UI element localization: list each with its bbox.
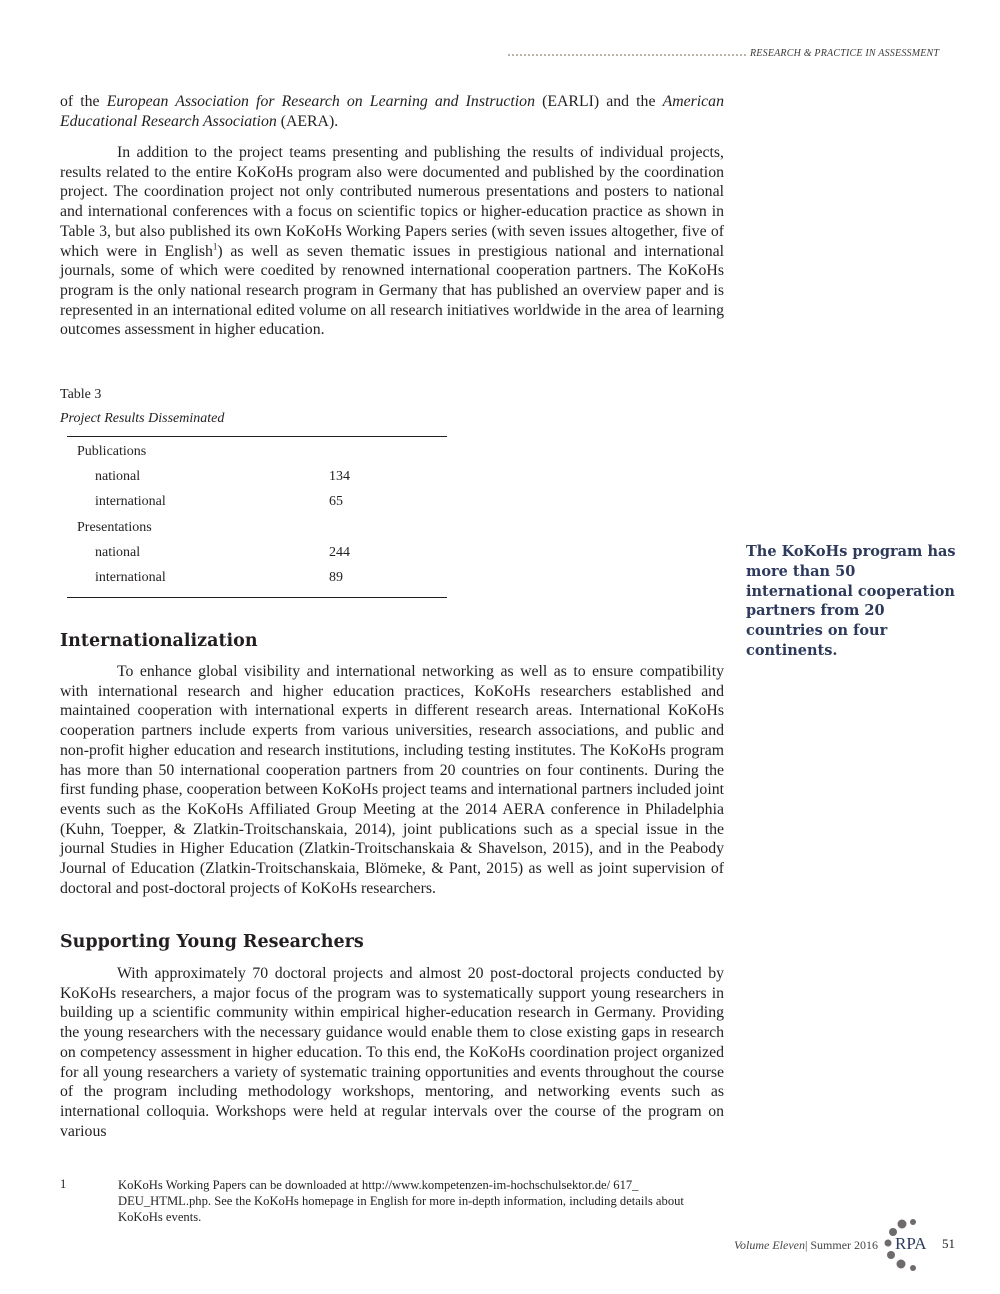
paragraph-aera	[60, 92, 724, 131]
text-run: In addition to the project teams presenting and publishing the results of individual projects, results related to the entire KoKoHs program also were documented and published by the coordination project. The coordination project not only contributed numerous presentations and posters to national and international conferences with a focus on scientific topics or higher-education practice as shown in Table 3, but also published its own KoKoHs Working Papers series (with seven issues altogether, five of which were in English	[60, 144, 724, 260]
row-value: 89	[329, 570, 343, 586]
volume-label: Volume Eleven	[734, 1238, 805, 1252]
footnote-ref: 1	[212, 241, 218, 252]
footnote-number: 1	[60, 1177, 67, 1191]
season-label: | Summer 2016	[804, 1238, 879, 1252]
row-label: national	[95, 468, 141, 484]
results-table	[67, 436, 447, 598]
footer-volume	[734, 1238, 878, 1253]
page-number: 51	[942, 1236, 955, 1251]
pull-quote: The KoKoHs program has more than 50 international cooperation partners from 20 countries on four continents.	[746, 543, 956, 659]
row-value: 134	[329, 468, 350, 484]
row-label: international	[95, 494, 166, 510]
paragraph-dissemination	[60, 143, 724, 340]
row-label: national	[95, 544, 141, 560]
row-value: 65	[329, 494, 343, 510]
row-label: international	[95, 570, 166, 586]
logo-text: RPA	[895, 1234, 927, 1253]
rpa-logo-icon	[880, 1218, 936, 1274]
table-caption: Project Results Disseminated	[60, 411, 225, 426]
group-publications: Publications	[77, 443, 147, 459]
text-run: (EARLI) and the	[534, 93, 663, 110]
table-row	[67, 490, 447, 515]
heading-internationalization: Internationalization	[60, 631, 258, 651]
table-group-row	[67, 437, 447, 465]
paragraph-internationalization: To enhance global visibility and international networking as well as to ensure compatibility with international research and higher education practices, KoKoHs researchers established and maintained cooperation with international experts in different research areas. International KoKoHs cooperation partners include experts from various universities, research associations, and public and non-profit higher education and research institutions, including testing institutes. The KoKoHs program has more than 50 international cooperation partners from 20 countries on four continents. During the first funding phase, cooperation between KoKoHs project teams and international partners included joint events such as the KoKoHs Affiliated Group Meeting at the 2014 AERA conference in Philadelphia (Kuhn, Toepper, & Zlatkin-Troitschanskaia, 2014), joint publications such as a special issue in the journal Studies in Higher Education (Zlatkin-Troitschanskaia & Shavelson, 2015), and in the Peabody Journal of Education (Zlatkin-Troitschanskaia, Blömeke, & Pant, 2015) as well as joint supervision of doctoral and post-doctoral projects of KoKoHs researchers.	[60, 663, 724, 897]
table-row	[67, 565, 447, 597]
paragraph-young-researchers: With approximately 70 doctoral projects and almost 20 post-doctoral projects conducted by KoKoHs researchers, a major focus of the program was to systematically support young researchers in building up a scientific community within empirical higher-education research in Germany. Providing the young researchers with the necessary guidance would enable them to close existing gaps in research on competency assessment in higher education. To this end, the KoKoHs coordination project organized for all young researchers a variety of systematic training opportunities and events throughout the course of the program including methodology workshops, mentoring, and networking events such as international colloquia. Workshops were held at regular intervals over the course of the program on various	[60, 965, 724, 1140]
header-dotted-rule	[508, 54, 746, 56]
table-row	[67, 464, 447, 489]
text-run: ) as well as seven thematic issues in prestigious national and international journals, some of which were coedited by renowned international cooperation partners. The KoKoHs program is the only national research program in Germany that has published an overview paper and is represented in an international edited volume on all research initiatives worldwide in the area of learning outcomes assessment in higher education.	[60, 242, 725, 339]
table-row	[67, 540, 447, 565]
table-group-row	[67, 515, 447, 540]
row-value: 244	[329, 544, 350, 560]
group-presentations: Presentations	[77, 519, 152, 535]
footnote-text: KoKoHs Working Papers can be downloaded at http://www.kompetenzen-im-hochschulsektor.de/ 617_ DEU_HTML.php. See the KoKoHs homepage in English for more in-depth information, including details about KoKoHs events.	[118, 1178, 684, 1224]
heading-young-researchers: Supporting Young Researchers	[60, 932, 364, 952]
earli-name: European Association for Research on Learning and Instruction	[106, 93, 535, 110]
text-run: of the	[60, 93, 107, 110]
text-run: (AERA).	[276, 112, 339, 130]
running-header: RESEARCH & PRACTICE IN ASSESSMENT	[750, 48, 940, 59]
table-label: Table 3	[60, 387, 102, 402]
aera-name: American Educational Research Association	[60, 93, 724, 130]
